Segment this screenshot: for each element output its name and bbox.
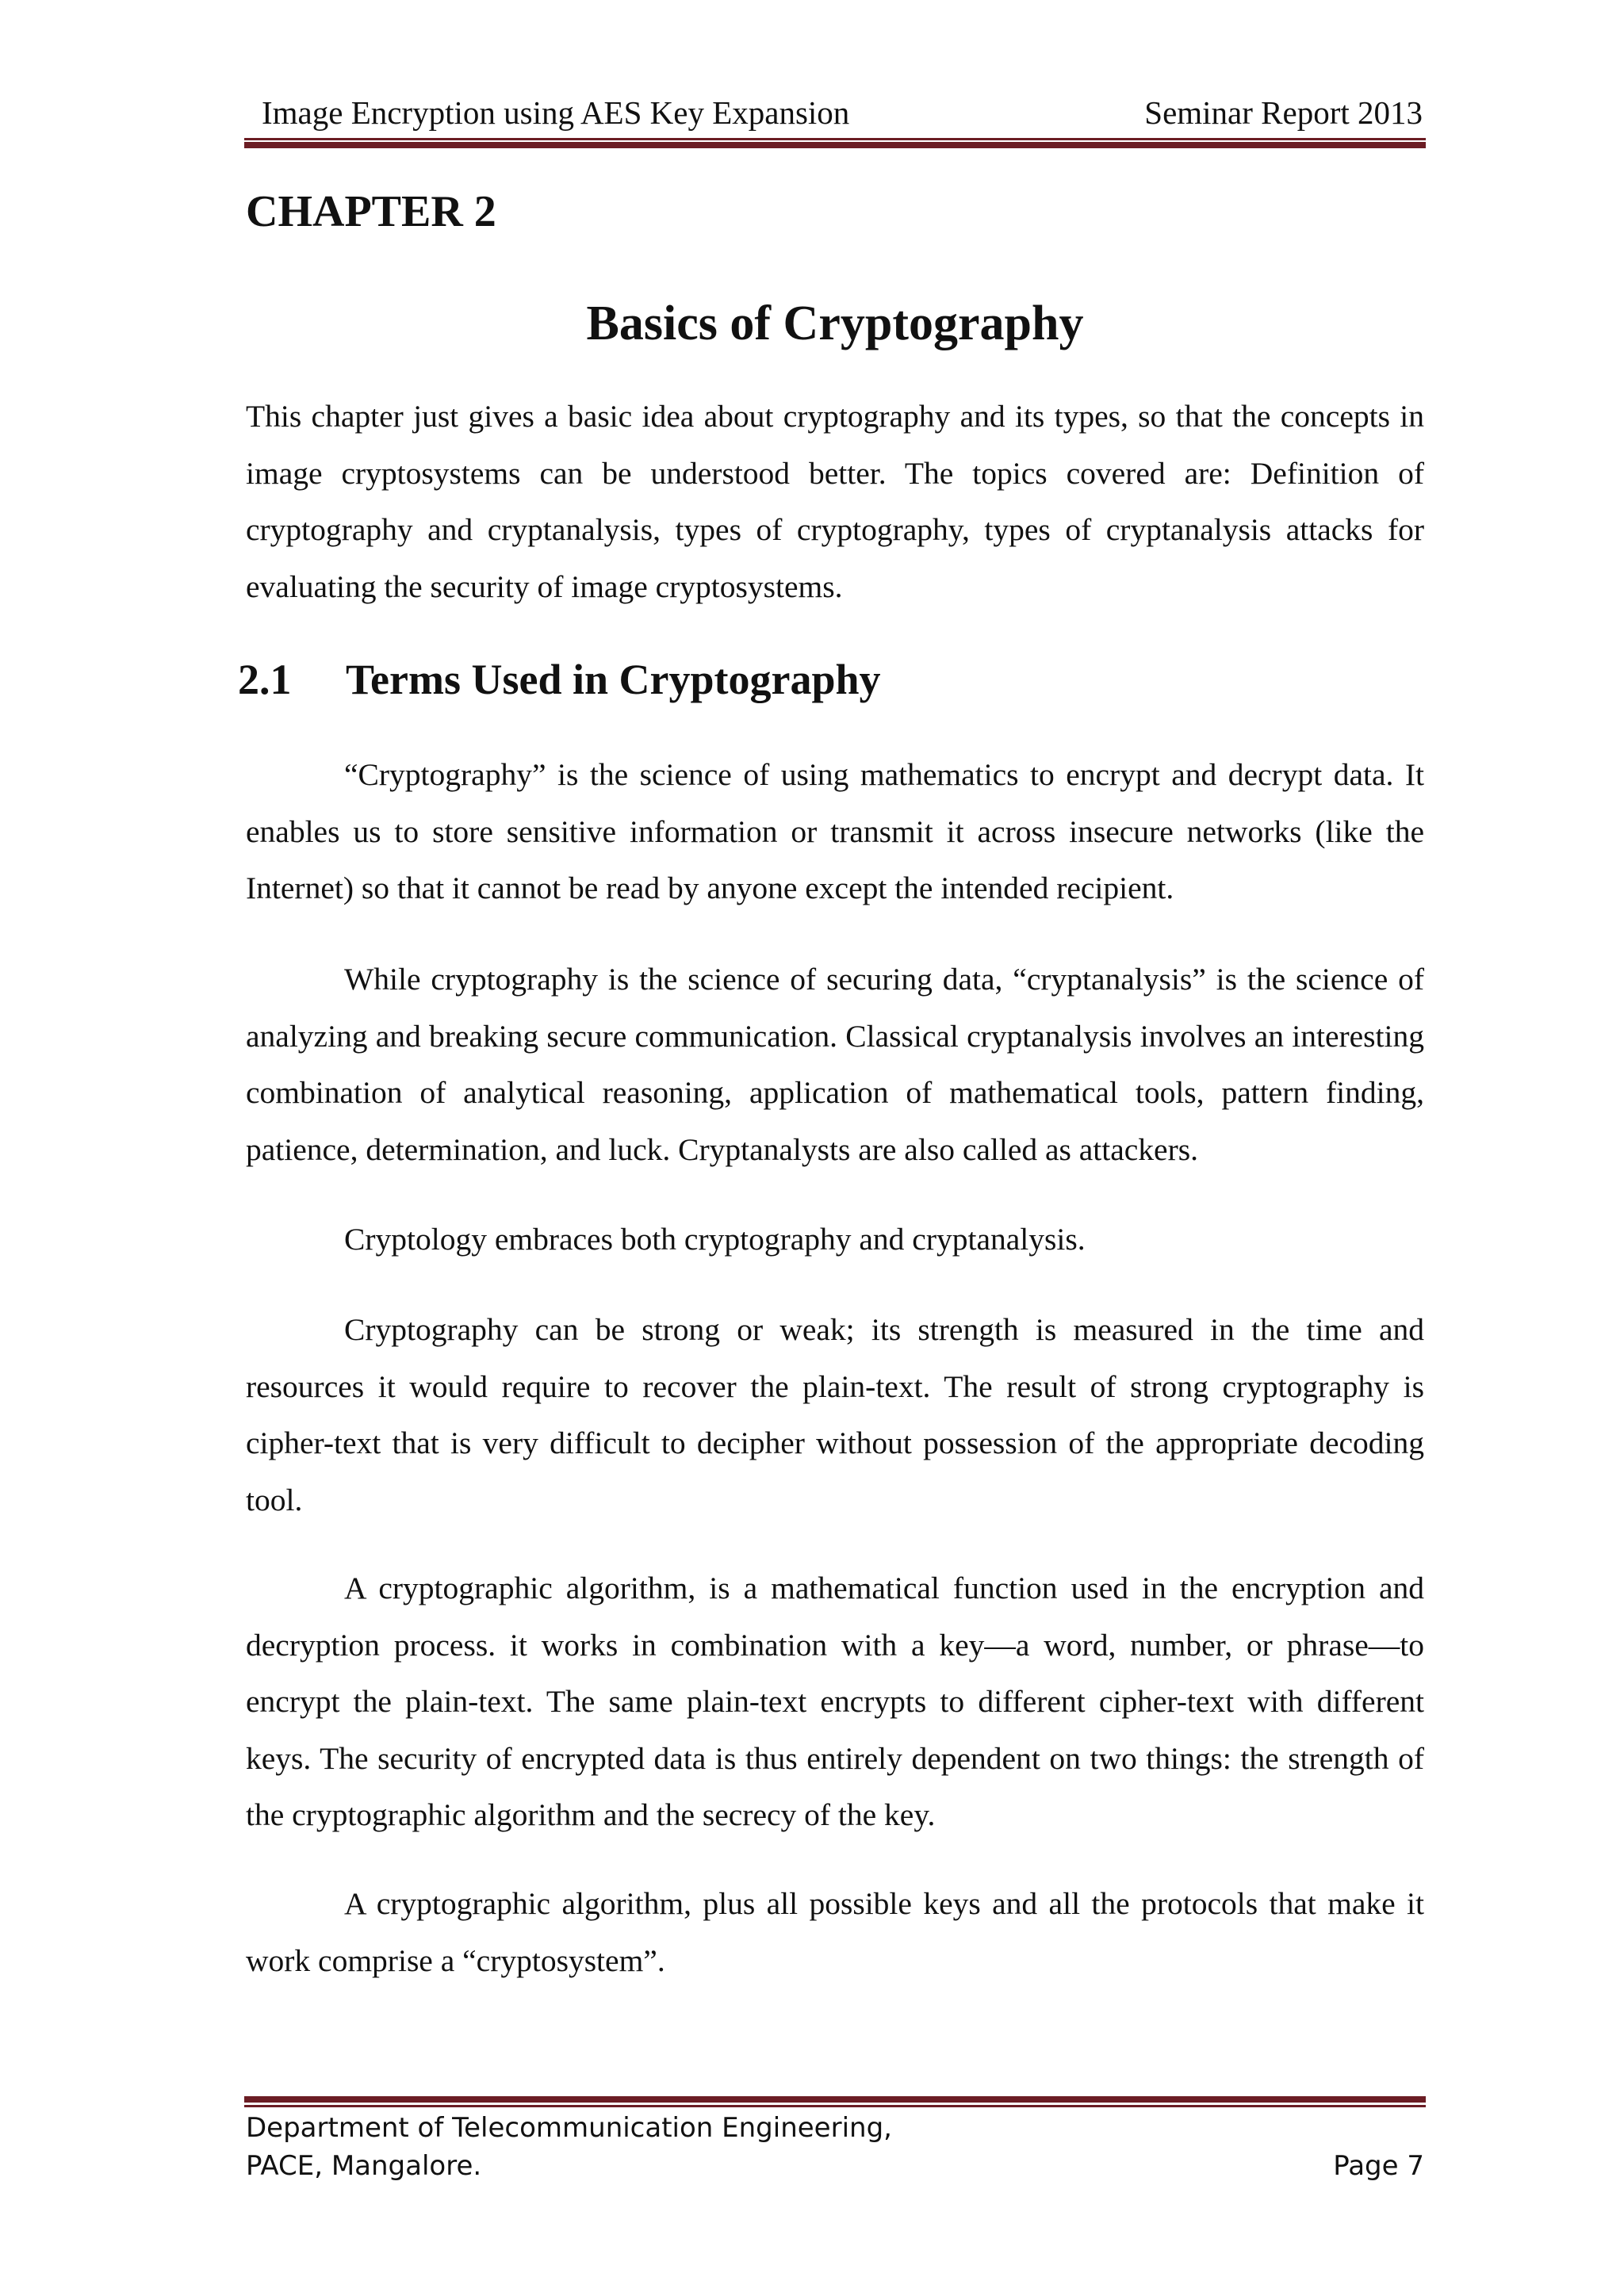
paragraph-cryptanalysis-definition: While cryptography is the science of securing data, “cryptanalysis” is the science of analyzing and breaking secure communication. Classical cryptanalysis involves an interesting combination of analytical reasoning, application of mathematical tools, pattern finding, patience, determination, and luck. Cryptanalysts are also called as attackers.	[246, 962, 1424, 1167]
header-rule-thick	[244, 142, 1426, 148]
paragraph-cryptography-strength: Cryptography can be strong or weak; its strength is measured in the time and resources it would require to recover the plain-text. The result of strong cryptography is cipher-text that is very difficult to decipher without possession of the appropriate decoding tool.	[246, 1312, 1424, 1517]
running-header	[262, 89, 1423, 136]
running-footer	[246, 2109, 1424, 2185]
chapter-intro-paragraph: This chapter just gives a basic idea about cryptography and its types, so that the concepts in image cryptosystems can be understood better. The topics covered are: Definition of cryptography and cryptanalysis, types of cryptography, types of cryptanalysis attacks for evaluating the security of image cryptosystems.	[246, 399, 1424, 604]
paragraph-cryptographic-algorithm: A cryptographic algorithm, is a mathematical function used in the encryption and decryption process. it works in combination with a key—a word, number, or phrase—to encrypt the plain-text. The same plain-text encrypts to different cipher-text with different keys. The security of encrypted data is thus entirely dependent on two things: the strength of the cryptographic algorithm and the secrecy of the key.	[246, 1571, 1424, 1832]
footer-institution: PACE, Mangalore.	[246, 2150, 482, 2182]
header-rule-thin	[244, 138, 1426, 140]
chapter-label: CHAPTER 2	[246, 187, 496, 236]
section-heading	[238, 652, 881, 707]
paragraph-cryptography-definition: “Cryptography” is the science of using mathematics to encrypt and decrypt data. It enables us to store sensitive information or transmit it across insecure networks (like the Internet) so that it cannot be read by anyone except the intended recipient.	[246, 757, 1424, 905]
header-report-title: Image Encryption using AES Key Expansion	[262, 94, 850, 131]
footer-department: Department of Telecommunication Engineering,	[246, 2112, 892, 2144]
chapter-title: Basics of Cryptography	[586, 297, 1084, 350]
footer-rule-thin	[244, 2105, 1426, 2107]
header-report-type: Seminar Report 2013	[1144, 94, 1423, 131]
page-number: Page 7	[1333, 2150, 1424, 2182]
section-title: Terms Used in Cryptography	[346, 656, 881, 703]
footer-rule-thick	[244, 2096, 1426, 2103]
paragraph-cryptology-definition: Cryptology embraces both cryptography and cryptanalysis.	[344, 1222, 1086, 1257]
section-number: 2.1	[238, 656, 292, 703]
paragraph-cryptosystem-definition: A cryptographic algorithm, plus all possible keys and all the protocols that make it work comprise a “cryptosystem”.	[246, 1886, 1424, 1978]
